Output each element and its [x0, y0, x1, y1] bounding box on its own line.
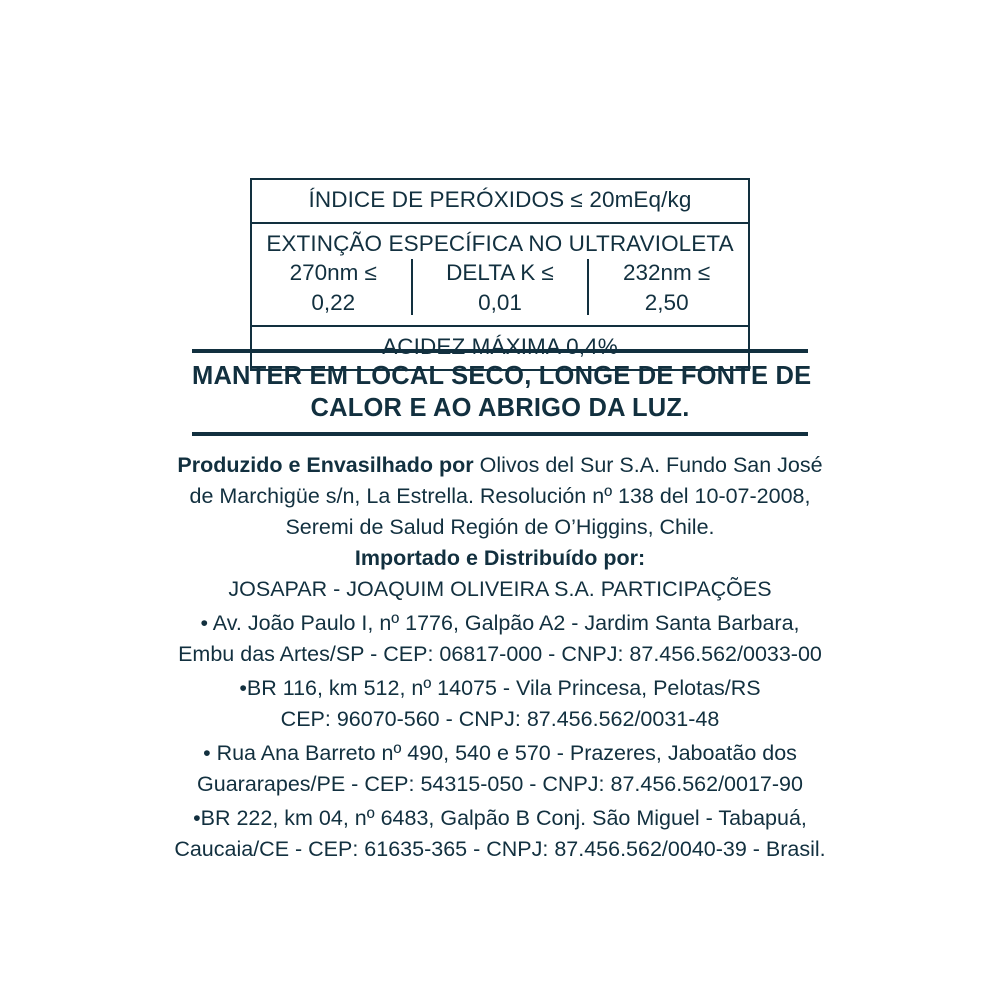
acidity-value-text: ACIDEZ MÁXIMA 0,4%: [382, 333, 618, 359]
importer-address-2: [160, 673, 840, 734]
producer-label: Produzido e Envasilhado por: [177, 453, 474, 477]
spec-row-uv-extinction: [252, 224, 748, 327]
specification-table: [250, 178, 750, 371]
importer-address-1-line-2: Embu das Artes/SP - CEP: 06817-000 - CNPJ: 87.456.562/0033-00: [178, 641, 822, 666]
producer-line-1: [172, 450, 828, 481]
producer-name-text: Olivos del Sur S.A. Fundo San José: [473, 453, 823, 477]
importer-address-4-line-1: •BR 222, km 04, nº 6483, Galpão B Conj. São Miguel - Tabapuá,: [193, 806, 807, 831]
storage-line-2: CALOR E AO ABRIGO DA LUZ.: [310, 394, 690, 423]
peroxide-value-text: ÍNDICE DE PERÓXIDOS ≤ 20mEq/kg: [308, 187, 692, 212]
importer-block: [160, 543, 840, 864]
importer-address-4-line-2: Caucaia/CE - CEP: 61635-365 - CNPJ: 87.456.562/0040-39 - Brasil.: [174, 836, 826, 861]
producer-line-3: Seremi de Salud Región de O’Higgins, Chile.: [285, 515, 715, 540]
storage-line-1: MANTER EM LOCAL SECO, LONGE DE FONTE DE: [192, 362, 812, 390]
importer-address-3: [160, 738, 840, 799]
importer-company-name: JOSAPAR - JOAQUIM OLIVEIRA S.A. PARTICIPAÇÕES: [228, 576, 772, 601]
producer-line-2: de Marchigüe s/n, La Estrella. Resolución nº 138 del 10-07-2008,: [189, 484, 811, 509]
importer-address-2-line-1: •BR 116, km 512, nº 14075 - Vila Princesa, Pelotas/RS: [239, 676, 761, 701]
uv-value-232nm: 232nm ≤ 2,50: [623, 260, 711, 315]
importer-address-1-line-1: • Av. João Paulo I, nº 1776, Galpão A2 - Jardim Santa Barbara,: [200, 611, 800, 636]
importer-heading: Importado e Distribuído por:: [354, 546, 646, 570]
producer-block: [172, 450, 828, 544]
uv-values-group: [256, 258, 744, 317]
spec-row-peroxide: [252, 180, 748, 224]
uv-value-270nm: 270nm ≤ 0,22: [289, 260, 377, 315]
storage-instructions-banner: [192, 349, 812, 436]
importer-address-4: [160, 803, 840, 864]
uv-value-delta-k: DELTA K ≤ 0,01: [446, 260, 554, 315]
importer-address-3-line-2: Guararapes/PE - CEP: 54315-050 - CNPJ: 87.456.562/0017-90: [197, 771, 803, 796]
importer-address-2-line-2: CEP: 96070-560 - CNPJ: 87.456.562/0031-48: [280, 706, 720, 731]
importer-address-3-line-1: • Rua Ana Barreto nº 490, 540 e 570 - Prazeres, Jaboatão dos: [203, 741, 797, 766]
uv-extinction-title: EXTINÇÃO ESPECÍFICA NO ULTRAVIOLETA: [266, 231, 734, 257]
importer-address-1: [160, 608, 840, 669]
